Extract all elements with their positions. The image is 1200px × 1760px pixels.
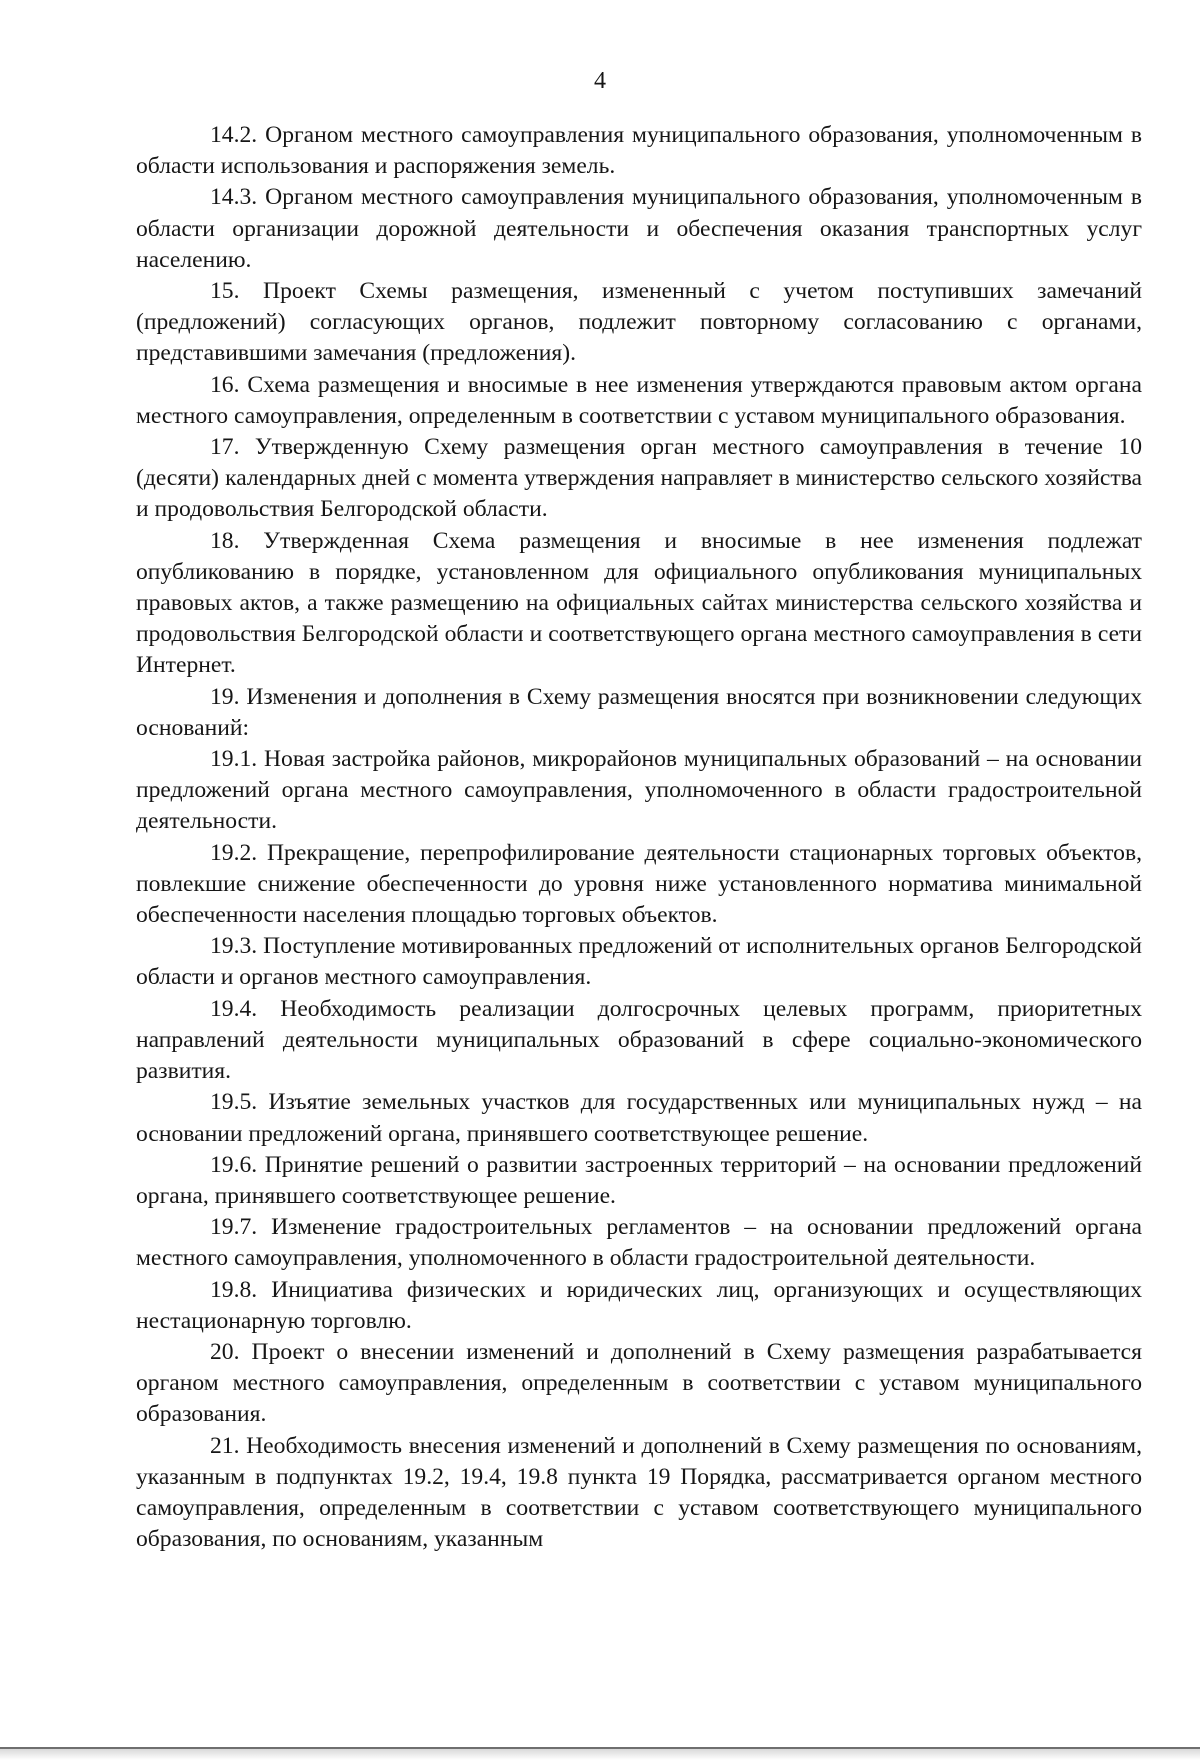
paragraph-19-2: 19.2. Прекращение, перепрофилирование деятельности стационарных торговых объектов, повлекшие снижение обеспеченности до уровня ниже установленного норматива минимальной обеспеченности населения площадью торговых объектов.	[136, 839, 1142, 929]
paragraph-20: 20. Проект о внесении изменений и дополнений в Схему размещения разрабатывается органом местного самоуправления, определенным в соответствии с уставом муниципального образования.	[136, 1338, 1142, 1428]
paragraph-16: 16. Схема размещения и вносимые в нее изменения утверждаются правовым актом органа местного самоуправления, определенным в соответствии с уставом муниципального образования.	[136, 371, 1142, 429]
paragraph-14-2: 14.2. Органом местного самоуправления муниципального образования, уполномоченным в области использования и распоряжения земель.	[136, 122, 1142, 180]
page-number: 4	[594, 68, 606, 94]
paragraph-19-4: 19.4. Необходимость реализации долгосрочных целевых программ, приоритетных направлений деятельности муниципальных образований в сфере социально-экономического развития.	[136, 995, 1142, 1085]
paragraph-15: 15. Проект Схемы размещения, измененный с учетом поступивших замечаний (предложений) согласующих органов, подлежит повторному согласованию с органами, представившими замечания (предложения).	[136, 278, 1142, 367]
paragraph-18: 18. Утвержденная Схема размещения и вносимые в нее изменения подлежат опубликованию в порядке, установленном для официального опубликования муниципальных правовых актов, а также размещению на официальных сайтах министерства сельского хозяйства и продовольствия Белгородской области и соответствующего органа местного самоуправления в сети Интернет.	[136, 527, 1142, 679]
paragraph-14-3: 14.3. Органом местного самоуправления муниципального образования, уполномоченным в области организации дорожной деятельности и обеспечения оказания транспортных услуг населению.	[136, 184, 1142, 273]
paragraph-21: 21. Необходимость внесения изменений и дополнений в Схему размещения по основаниям, указанным в подпунктах 19.2, 19.4, 19.8 пункта 19 Порядка, рассматривается органом местного самоуправления, определенным в соответствии с уставом соответствующего муниципального образования, по основаниям, указанным	[136, 1432, 1142, 1553]
scan-bottom-shadow	[0, 1749, 1200, 1760]
paragraph-19-7: 19.7. Изменение градостроительных регламентов – на основании предложений органа местного самоуправления, уполномоченного в области градостроительной деятельности.	[136, 1214, 1142, 1272]
paragraph-19-5: 19.5. Изъятие земельных участков для государственных или муниципальных нужд – на основании предложений органа, принявшего соответствующее решение.	[136, 1089, 1142, 1147]
paragraph-19-8: 19.8. Инициатива физических и юридических лиц, организующих и осуществляющих нестационарную торговлю.	[136, 1276, 1142, 1334]
paragraph-19-3: 19.3. Поступление мотивированных предложений от исполнительных органов Белгородской области и органов местного самоуправления.	[136, 933, 1142, 991]
paragraph-17: 17. Утвержденную Схему размещения орган местного самоуправления в течение 10 (десяти) календарных дней с момента утверждения направляет в министерство сельского хозяйства и продовольствия Белгородской области.	[136, 434, 1142, 523]
document-body	[136, 120, 1142, 1555]
paragraph-19-1: 19.1. Новая застройка районов, микрорайонов муниципальных образований – на основании предложений органа местного самоуправления, уполномоченного в области градостроительной деятельности.	[136, 746, 1142, 835]
paragraph-19: 19. Изменения и дополнения в Схему размещения вносятся при возникновении следующих оснований:	[136, 683, 1142, 741]
paragraph-19-6: 19.6. Принятие решений о развитии застроенных территорий – на основании предложений органа, принявшего соответствующее решение.	[136, 1151, 1142, 1209]
